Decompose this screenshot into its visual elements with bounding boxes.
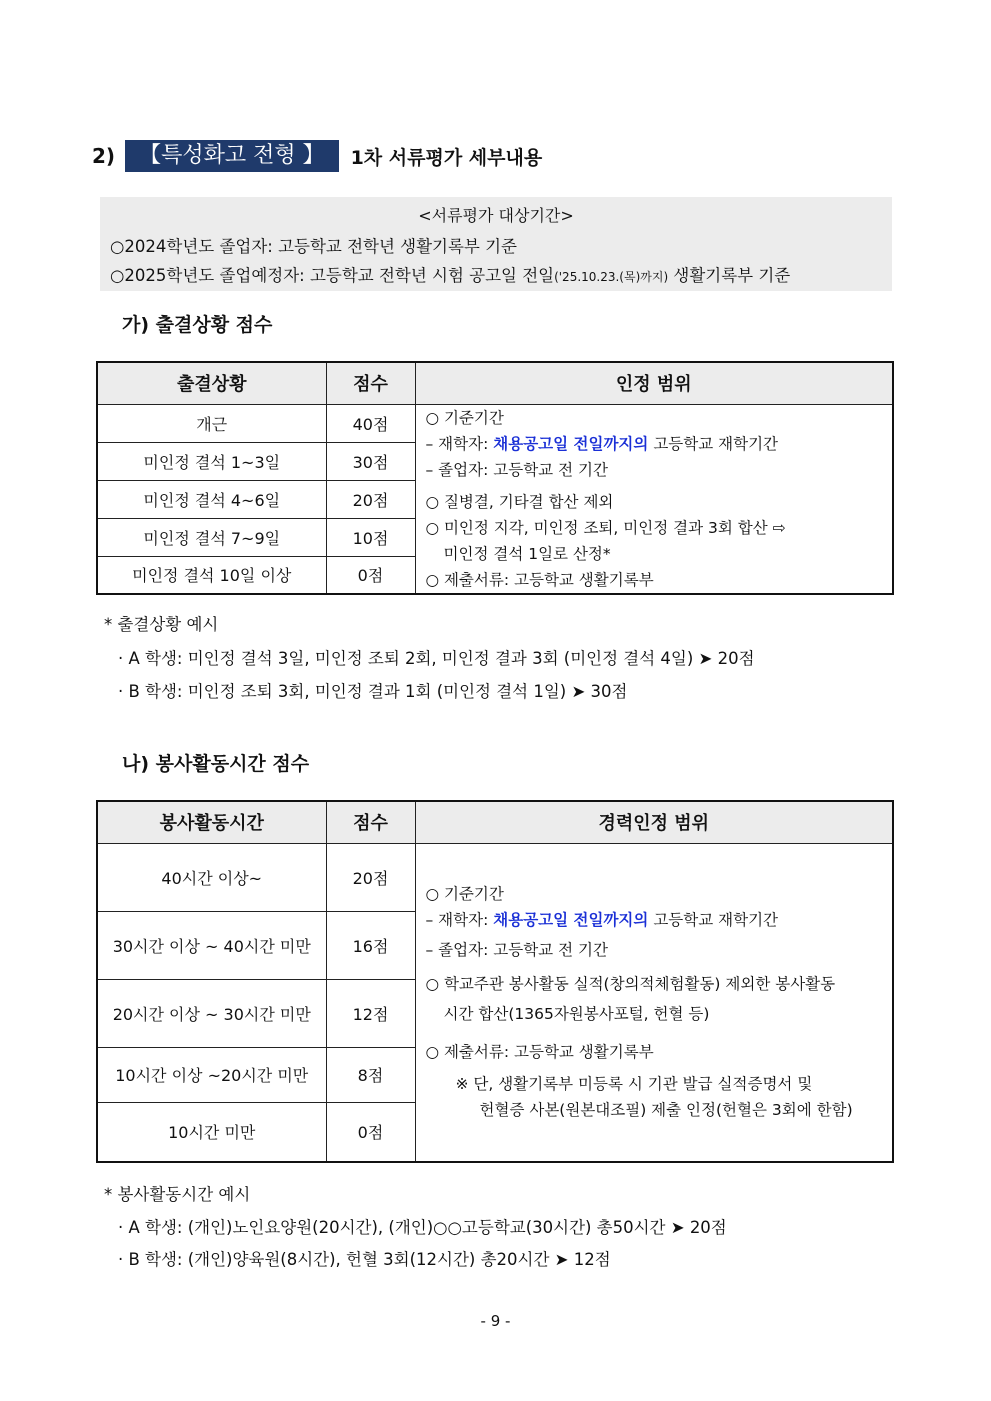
attendance-heading: 가) 출결상황 점수 — [122, 314, 273, 336]
attendance-example-b: · B 학생: 미인정 조퇴 3회, 미인정 결과 1회 (미인정 결석 1일) ➤ 30점 — [118, 682, 628, 701]
range-line: ○ 제출서류: 고등학교 생활기록부 — [425, 570, 654, 589]
section-title: 1차 서류평가 세부내용 — [350, 146, 543, 169]
volunteer-hours: 40시간 이상~ — [97, 843, 326, 911]
range-line: 미인정 결석 1일로 산정* — [443, 544, 611, 563]
attendance-range — [415, 404, 893, 594]
volunteer-header-range: 경력인정 범위 — [415, 801, 893, 843]
volunteer-score: 12점 — [326, 979, 415, 1047]
volunteer-hours: 10시간 미만 — [97, 1102, 326, 1162]
volunteer-header-hours: 봉사활동시간 — [97, 801, 326, 843]
volunteer-example-title: * 봉사활동시간 예시 — [104, 1185, 251, 1204]
attendance-status: 미인정 결석 1~3일 — [97, 442, 326, 480]
attendance-score: 20점 — [326, 480, 415, 518]
period-box — [100, 197, 892, 291]
period-line-1: ○2024학년도 졸업자: 고등학교 전학년 생활기록부 기준 — [110, 237, 517, 256]
attendance-header-range: 인정 범위 — [415, 362, 893, 404]
attendance-score: 0점 — [326, 556, 415, 594]
volunteer-header-score: 점수 — [326, 801, 415, 843]
table-row — [97, 843, 893, 911]
volunteer-heading: 나) 봉사활동시간 점수 — [122, 753, 310, 775]
range-line: – 재학자: 채용공고일 전일까지의 고등학교 재학기간 — [425, 911, 779, 930]
attendance-score: 30점 — [326, 442, 415, 480]
range-line: – 졸업자: 고등학교 전 기간 — [425, 941, 608, 960]
attendance-score: 10점 — [326, 518, 415, 556]
volunteer-hours: 10시간 이상 ~20시간 미만 — [97, 1047, 326, 1102]
volunteer-example-a: · A 학생: (개인)노인요양원(20시간), (개인)○○고등학교(30시간) 총50시간 ➤ 20점 — [118, 1218, 727, 1237]
attendance-score: 40점 — [326, 404, 415, 442]
period-line-2 — [110, 262, 790, 286]
volunteer-hours: 20시간 이상 ~ 30시간 미만 — [97, 979, 326, 1047]
volunteer-example-b: · B 학생: (개인)양육원(8시간), 헌혈 3회(12시간) 총20시간 ➤ 12점 — [118, 1250, 611, 1269]
volunteer-score: 8점 — [326, 1047, 415, 1102]
range-line: ○ 제출서류: 고등학교 생활기록부 — [425, 1043, 654, 1062]
volunteer-range — [415, 843, 893, 1162]
attendance-status: 개근 — [97, 404, 326, 442]
attendance-status: 미인정 결석 10일 이상 — [97, 556, 326, 594]
attendance-status: 미인정 결석 7~9일 — [97, 518, 326, 556]
range-line: ○ 기준기간 — [425, 408, 504, 427]
range-line: 헌혈증 사본(원본대조필) 제출 인정(헌혈은 3회에 한함) — [479, 1101, 853, 1120]
attendance-example-a: · A 학생: 미인정 결석 3일, 미인정 조퇴 2회, 미인정 결과 3회 (미인정 결석 4일) ➤ 20점 — [118, 649, 755, 668]
volunteer-score: 0점 — [326, 1102, 415, 1162]
range-line: – 졸업자: 고등학교 전 기간 — [425, 460, 608, 479]
attendance-status: 미인정 결석 4~6일 — [97, 480, 326, 518]
range-line: ○ 질병결, 기타결 합산 제외 — [425, 492, 614, 511]
volunteer-table — [96, 800, 894, 1163]
volunteer-score: 20점 — [326, 843, 415, 911]
range-line: ○ 미인정 지각, 미인정 조퇴, 미인정 결과 3회 합산 ⇨ — [425, 518, 786, 537]
attendance-table — [96, 361, 894, 595]
range-line: – 재학자: 채용공고일 전일까지의 고등학교 재학기간 — [425, 434, 779, 453]
period-title: <서류평가 대상기간> — [418, 206, 574, 225]
period-line-2-small: ('25.10.23.(목)까지) — [554, 270, 669, 284]
volunteer-score: 16점 — [326, 911, 415, 979]
highlight-text: 채용공고일 전일까지의 — [493, 434, 649, 453]
section-box-label: 【특성화고 전형 】 — [125, 140, 339, 172]
attendance-example-title: * 출결상황 예시 — [104, 615, 219, 634]
range-line: ○ 기준기간 — [425, 885, 504, 904]
range-line: ○ 학교주관 봉사활동 실적(창의적체험활동) 제외한 봉사활동 — [425, 975, 836, 994]
range-line: 시간 합산(1365자원봉사포털, 헌혈 등) — [443, 1005, 710, 1024]
attendance-header-status: 출결상황 — [97, 362, 326, 404]
volunteer-header-row — [97, 801, 893, 843]
period-line-2-end: 생활기록부 기준 — [668, 266, 791, 285]
period-line-2-main: ○2025학년도 졸업예정자: 고등학교 전학년 시험 공고일 전일 — [110, 266, 555, 285]
volunteer-hours: 30시간 이상 ~ 40시간 미만 — [97, 911, 326, 979]
page-number: - 9 - — [480, 1312, 511, 1330]
range-line: ※ 단, 생활기록부 미등록 시 기관 발급 실적증명서 및 — [455, 1075, 813, 1094]
table-row — [97, 404, 893, 442]
section-heading — [92, 140, 542, 172]
attendance-header-row — [97, 362, 893, 404]
attendance-header-score: 점수 — [326, 362, 415, 404]
section-number: 2) — [92, 144, 116, 168]
highlight-text: 채용공고일 전일까지의 — [493, 911, 649, 930]
